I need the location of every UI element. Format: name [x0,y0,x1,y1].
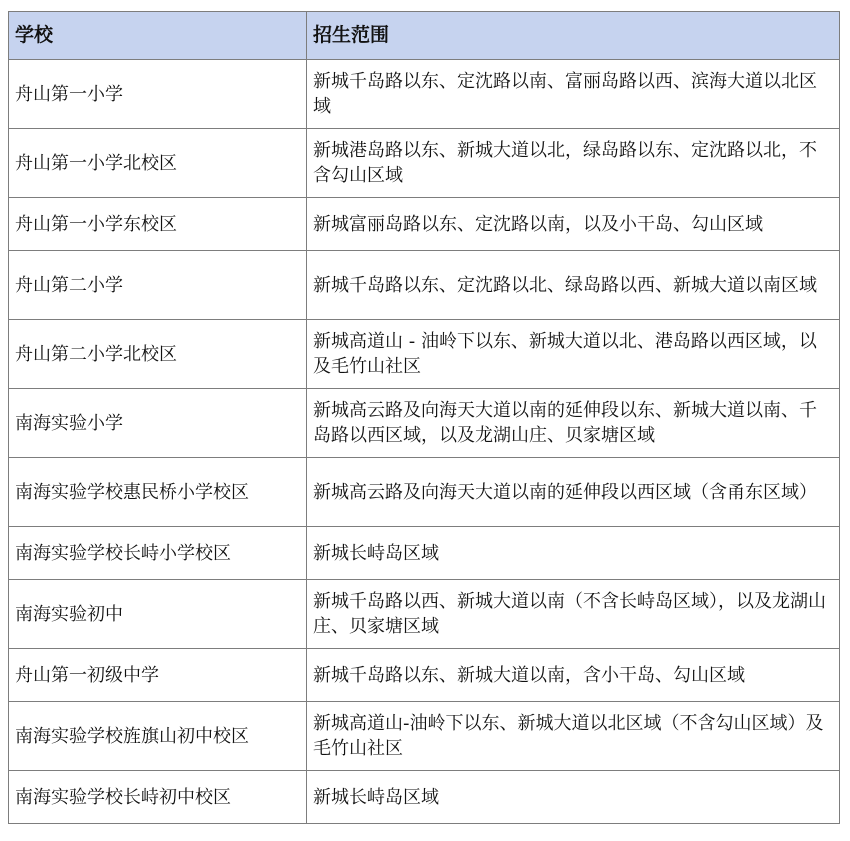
table-row [9,251,840,320]
header-enrollment-range: 招生范围 [307,12,840,60]
range-cell: 新城高道山-油岭下以东、新城大道以北区域（不含勾山区域）及毛竹山社区 [307,702,840,771]
school-cell: 南海实验小学 [9,389,307,458]
table-row [9,702,840,771]
school-cell: 南海实验学校惠民桥小学校区 [9,458,307,527]
table-row [9,580,840,649]
table-row [9,320,840,389]
range-cell: 新城长峙岛区域 [307,771,840,824]
school-cell: 南海实验学校旌旗山初中校区 [9,702,307,771]
school-cell: 舟山第二小学 [9,251,307,320]
range-cell: 新城富丽岛路以东、定沈路以南，以及小干岛、勾山区域 [307,198,840,251]
range-cell: 新城高道山 - 油岭下以东、新城大道以北、港岛路以西区域，以及毛竹山社区 [307,320,840,389]
table-row [9,527,840,580]
enrollment-table [8,11,840,824]
table-row [9,129,840,198]
range-cell: 新城千岛路以东、定沈路以南、富丽岛路以西、滨海大道以北区域 [307,60,840,129]
table-row [9,458,840,527]
range-cell: 新城千岛路以东、新城大道以南，含小干岛、勾山区域 [307,649,840,702]
school-cell: 舟山第二小学北校区 [9,320,307,389]
enrollment-table-container [8,11,839,824]
school-cell: 舟山第一小学北校区 [9,129,307,198]
table-row [9,389,840,458]
table-row [9,60,840,129]
range-cell: 新城高云路及向海天大道以南的延伸段以东、新城大道以南、千岛路以西区域，以及龙湖山庄、贝家塘区域 [307,389,840,458]
table-row [9,198,840,251]
school-cell: 舟山第一小学 [9,60,307,129]
range-cell: 新城高云路及向海天大道以南的延伸段以西区域（含甬东区域） [307,458,840,527]
table-row [9,649,840,702]
range-cell: 新城长峙岛区域 [307,527,840,580]
school-cell: 南海实验学校长峙初中校区 [9,771,307,824]
school-cell: 南海实验初中 [9,580,307,649]
table-header-row [9,12,840,60]
school-cell: 舟山第一初级中学 [9,649,307,702]
table-row [9,771,840,824]
range-cell: 新城港岛路以东、新城大道以北，绿岛路以东、定沈路以北，不含勾山区域 [307,129,840,198]
header-school: 学校 [9,12,307,60]
school-cell: 南海实验学校长峙小学校区 [9,527,307,580]
range-cell: 新城千岛路以西、新城大道以南（不含长峙岛区域），以及龙湖山庄、贝家塘区域 [307,580,840,649]
school-cell: 舟山第一小学东校区 [9,198,307,251]
range-cell: 新城千岛路以东、定沈路以北、绿岛路以西、新城大道以南区域 [307,251,840,320]
